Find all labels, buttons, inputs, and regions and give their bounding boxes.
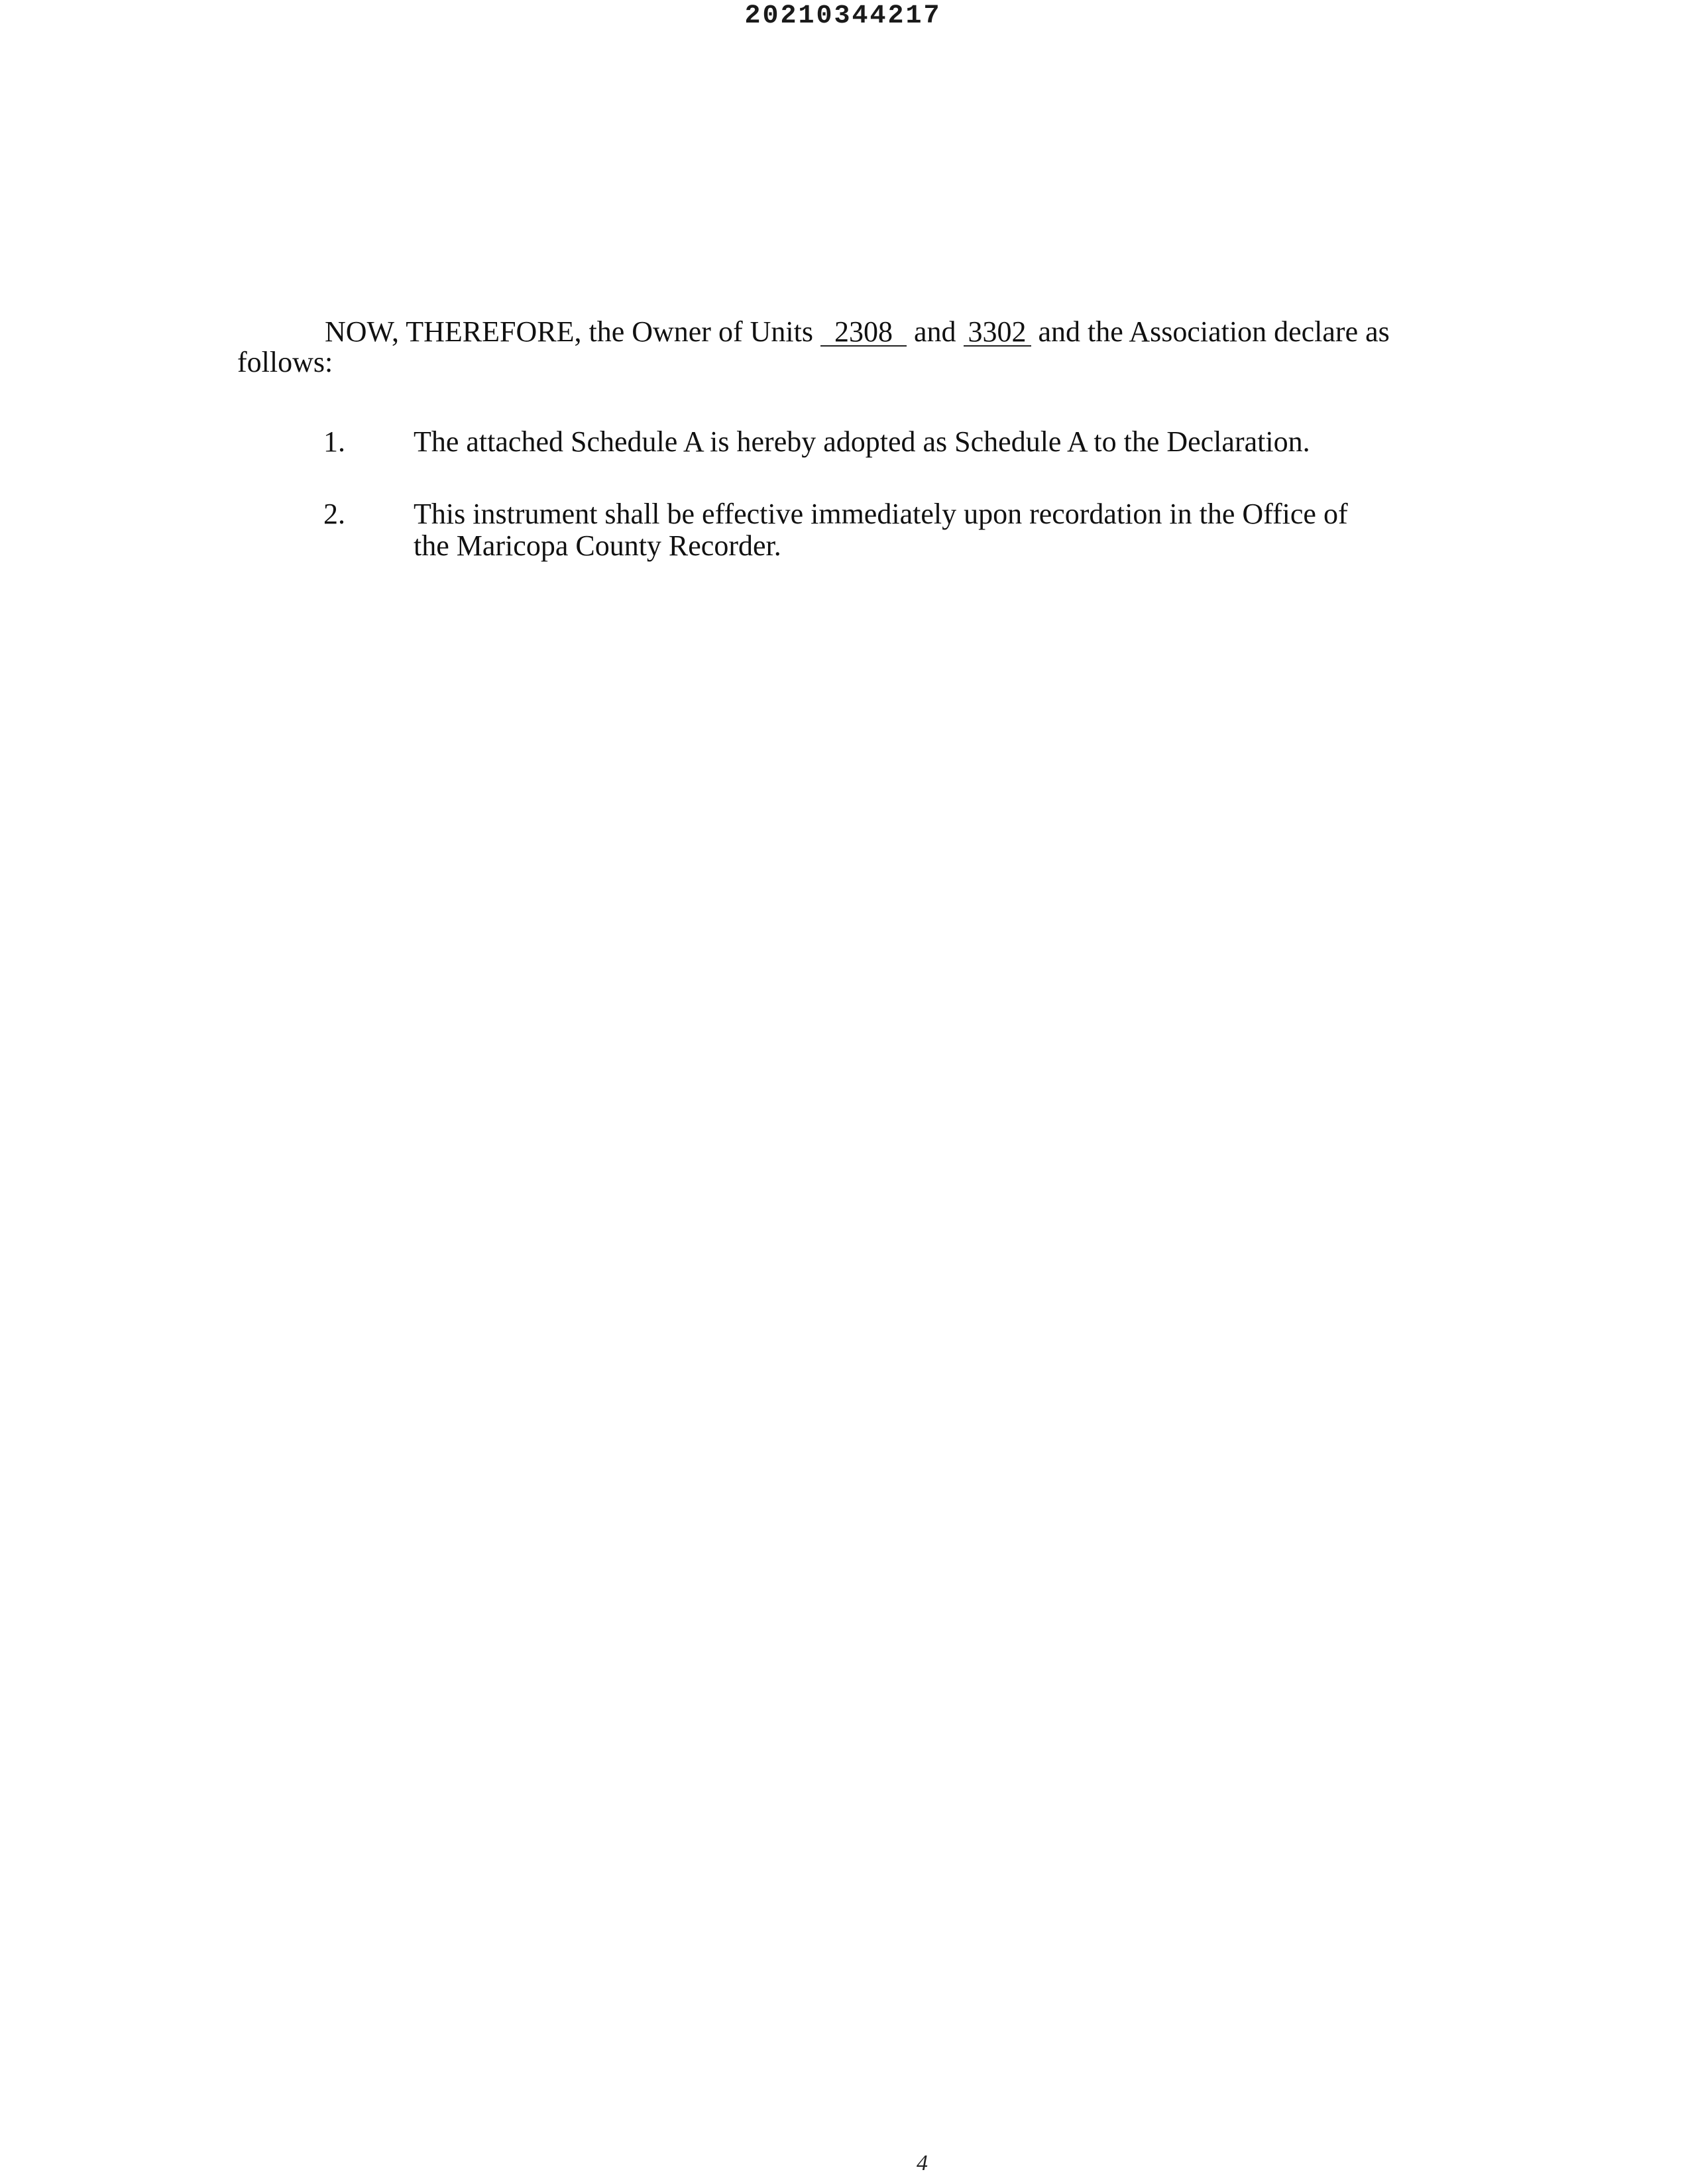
unit-number-a: 2308 (820, 319, 907, 347)
list-item-number: 1. (323, 425, 345, 458)
intro-line-2: follows: (237, 346, 333, 378)
unit-number-b: 3302 (964, 319, 1031, 347)
intro-line-1 (237, 317, 1443, 347)
list-item-2 (323, 498, 1450, 562)
list-item-text-line-2: the Maricopa County Recorder. (414, 529, 781, 562)
list-item-text-line-1: This instrument shall be effective immediately upon recordation in the Office of (414, 498, 1348, 530)
list-item-1 (323, 426, 1450, 458)
intro-prefix: NOW, THEREFORE, the Owner of Units (325, 315, 820, 348)
intro-paragraph (237, 317, 1443, 378)
intro-suffix: and the Association declare as (1031, 315, 1390, 348)
page-number: 4 (917, 2151, 928, 2175)
recording-number: 20210344217 (744, 1, 942, 31)
intro-middle: and (906, 315, 964, 348)
list-item-text: The attached Schedule A is hereby adopted as Schedule A to the Declaration. (414, 425, 1310, 458)
list-item-number: 2. (323, 498, 345, 530)
